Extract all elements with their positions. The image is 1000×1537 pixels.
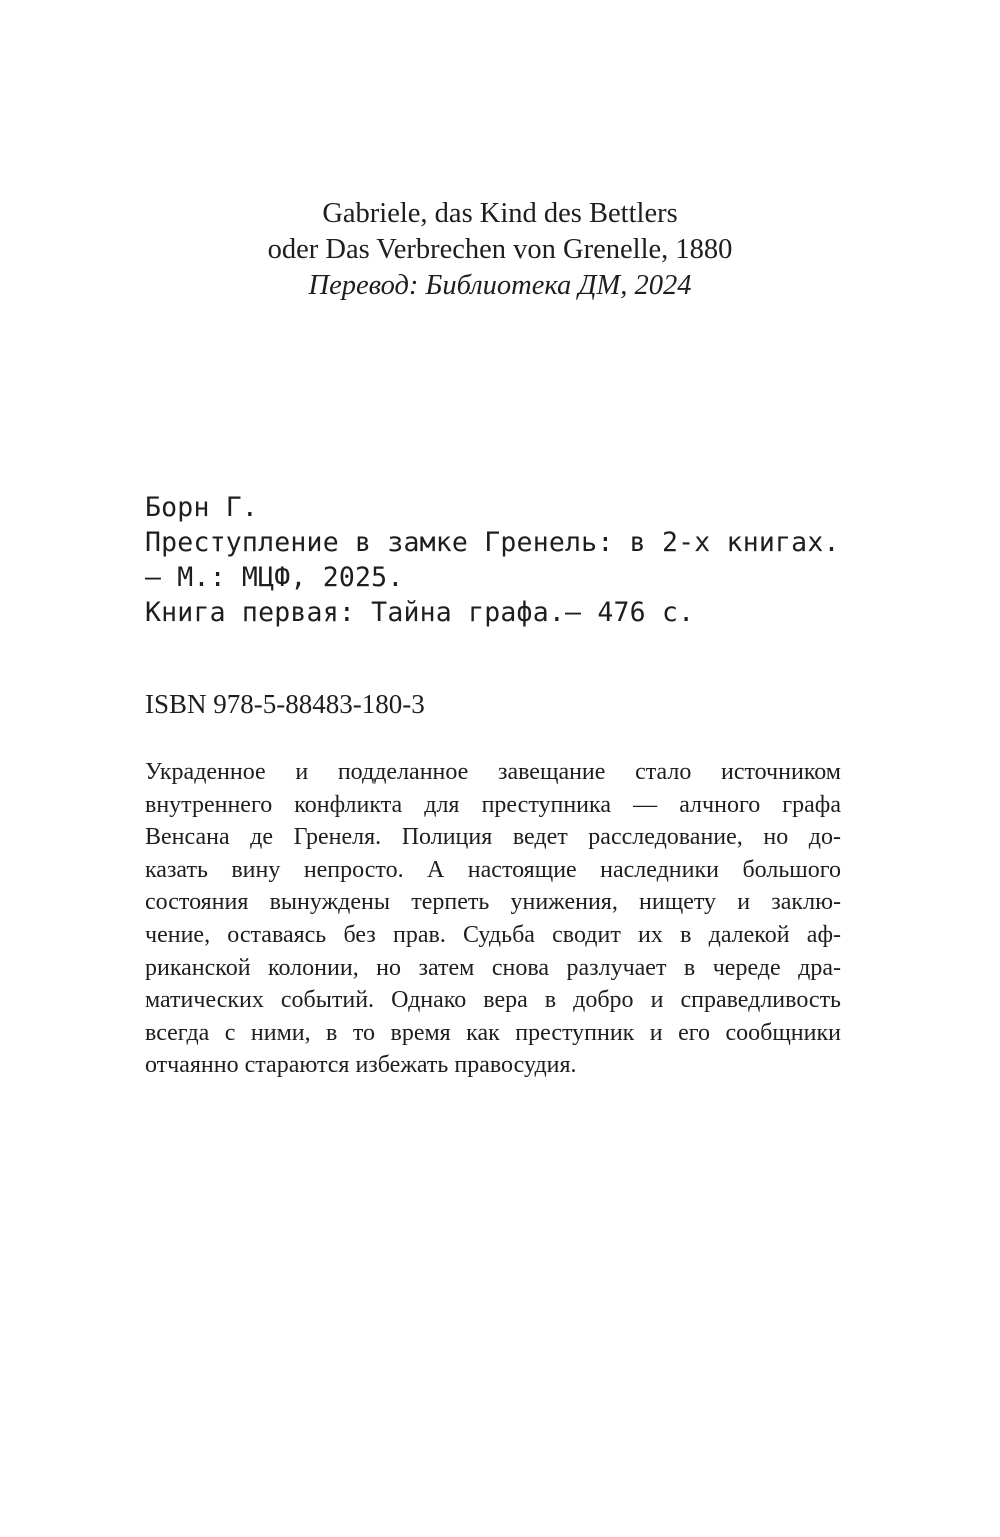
- annotation-line: состояния вынуждены терпеть унижения, нищету и заклю-: [145, 889, 841, 916]
- book-title-line: Преступление в замке Гренель: в 2-х книгах.: [145, 527, 840, 558]
- annotation-line: Украденное и подделанное завещание стало источником: [145, 759, 841, 785]
- annotation-line: казать вину непросто. А настоящие наследники большого: [145, 856, 841, 883]
- annotation-line: риканской колонии, но затем снова разлучает в череде дра-: [145, 954, 841, 981]
- publisher-line: — М.: МЦФ, 2025.: [145, 562, 404, 593]
- isbn-number: ISBN 978-5-88483-180-3: [145, 689, 425, 719]
- annotation-line: внутреннего конфликта для преступника — алчного графа: [145, 791, 841, 818]
- book-annotation: [145, 756, 841, 1082]
- author-name: Борн Г.: [145, 492, 259, 523]
- annotation-line: всегда с ними, в то время как преступник и его сообщники: [145, 1019, 841, 1046]
- annotation-line: Венсана де Гренеля. Полиция ведет расследование, но до-: [145, 824, 841, 851]
- original-title-line-2: oder Das Verbrechen von Grenelle, 1880: [267, 234, 733, 265]
- original-title-line-1: Gabriele, das Kind des Bettlers: [322, 198, 678, 229]
- annotation-line: чение, оставаясь без прав. Судьба сводит их в далекой аф-: [145, 921, 841, 948]
- volume-line: Книга первая: Тайна графа.— 476 с.: [145, 597, 695, 628]
- original-edition-info: [0, 196, 1000, 304]
- annotation-line: отчаянно стараются избежать правосудия.: [145, 1052, 577, 1079]
- annotation-line: матических событий. Однако вера в добро и справедливость: [145, 987, 841, 1014]
- bibliographic-record: [145, 490, 865, 630]
- translation-credit: Перевод: Библиотека ДМ, 2024: [308, 270, 692, 301]
